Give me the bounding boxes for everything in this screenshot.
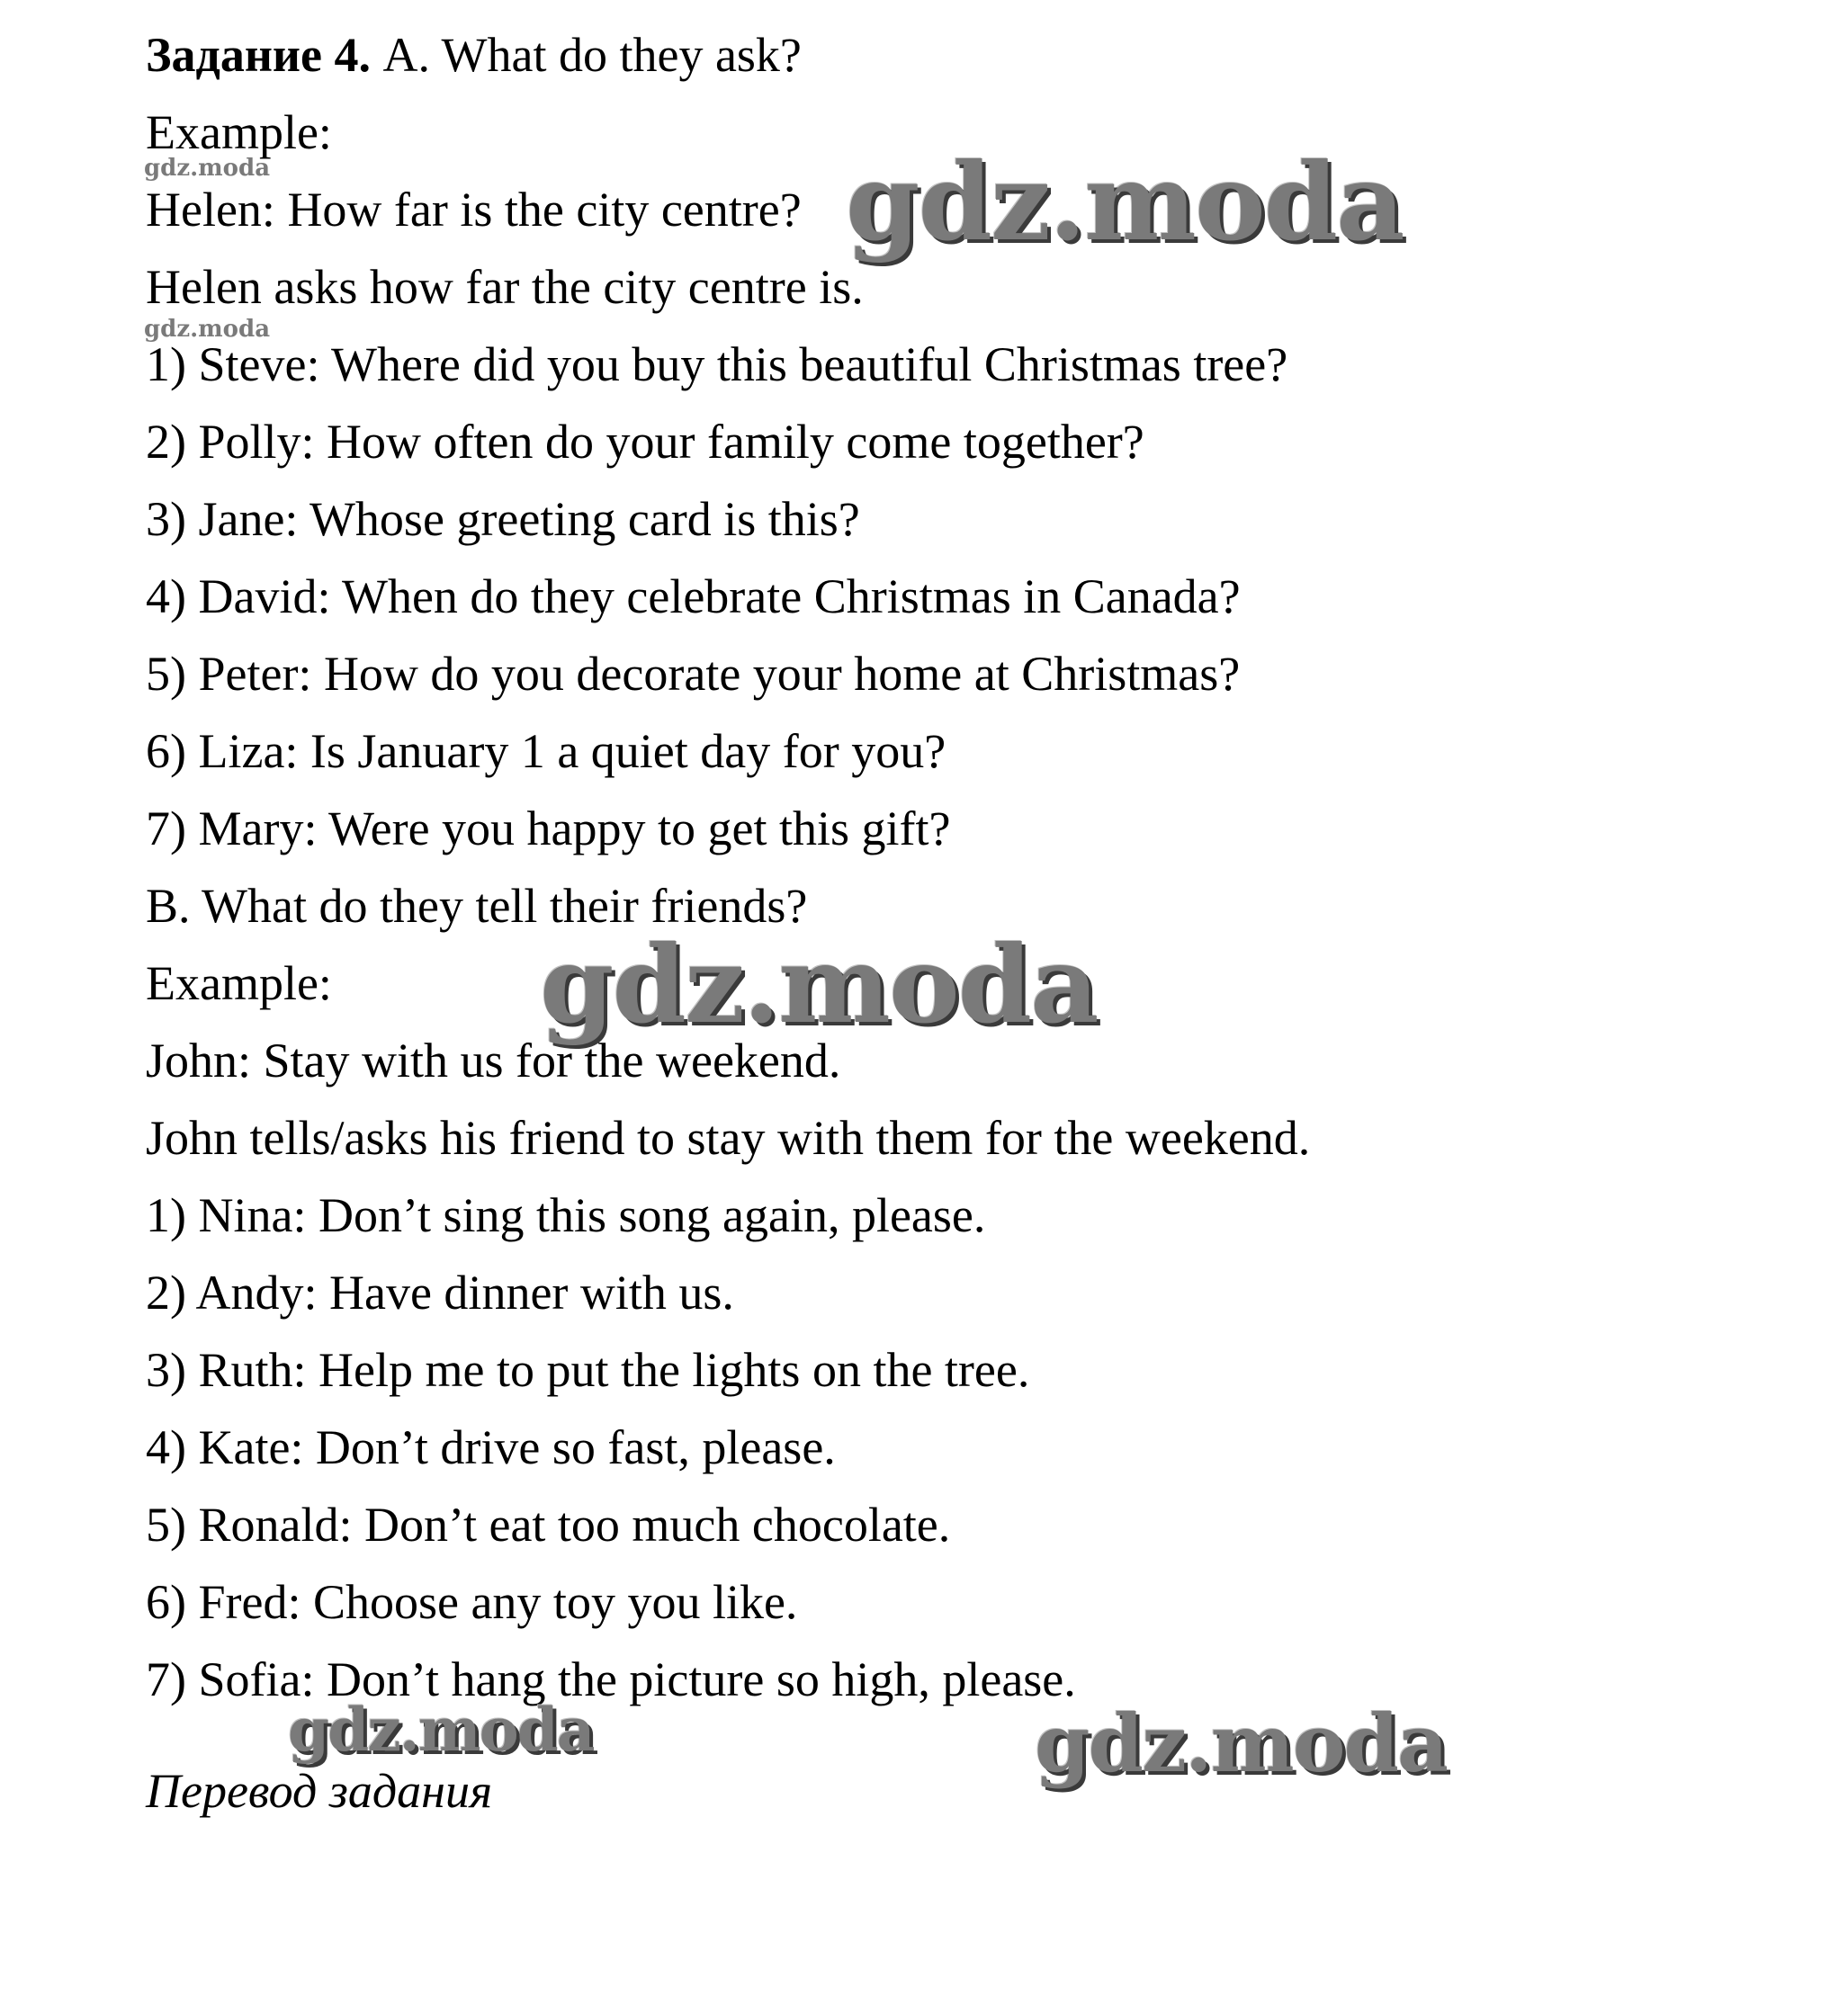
part-a-item: 2) Polly: How often do your family come together? bbox=[146, 415, 1144, 469]
part-b-example-answer: John tells/asks his friend to stay with them for the weekend. bbox=[146, 1111, 1311, 1165]
part-a-item: 6) Liza: Is January 1 a quiet day for you? bbox=[146, 724, 946, 778]
part-a-item: 5) Peter: How do you decorate your home at Christmas? bbox=[146, 647, 1241, 701]
part-a-item: 4) David: When do they celebrate Christmas in Canada? bbox=[146, 569, 1241, 623]
task-number: Задание 4. bbox=[146, 28, 372, 82]
part-a-example-label: Example: bbox=[146, 105, 332, 159]
translation-link[interactable]: Перевод задания bbox=[146, 1764, 493, 1818]
part-b-item: 3) Ruth: Help me to put the lights on the tree. bbox=[146, 1343, 1030, 1397]
part-b-item: 4) Kate: Don’t drive so fast, please. bbox=[146, 1420, 836, 1474]
part-a-item: 1) Steve: Where did you buy this beautiful Christmas tree? bbox=[146, 337, 1288, 391]
task-heading-line bbox=[146, 27, 802, 83]
part-b-example-sentence: John: Stay with us for the weekend. bbox=[146, 1034, 841, 1088]
watermark-large: gdz.moda bbox=[540, 922, 1098, 1047]
part-b-item: 2) Andy: Have dinner with us. bbox=[146, 1266, 734, 1320]
part-a-example-answer: Helen asks how far the city centre is. bbox=[146, 260, 864, 314]
watermark-small: gdz.moda bbox=[144, 316, 271, 343]
part-b-item: 7) Sofia: Don’t hang the picture so high, please. bbox=[146, 1652, 1076, 1706]
part-a-item: 7) Mary: Were you happy to get this gift? bbox=[146, 801, 951, 855]
part-b-item: 5) Ronald: Don’t eat too much chocolate. bbox=[146, 1498, 951, 1552]
part-b-heading: B. What do they tell their friends? bbox=[146, 879, 808, 933]
watermark-small: gdz.moda bbox=[144, 155, 271, 182]
watermark-large: gdz.moda bbox=[288, 1695, 594, 1765]
part-b-example-label: Example: bbox=[146, 956, 332, 1010]
watermark-large: gdz.moda bbox=[1035, 1696, 1448, 1790]
part-a-item: 3) Jane: Whose greeting card is this? bbox=[146, 492, 860, 546]
part-a-example-question: Helen: How far is the city centre? bbox=[146, 183, 802, 237]
part-b-item: 1) Nina: Don’t sing this song again, please. bbox=[146, 1188, 986, 1242]
part-b-item: 6) Fred: Choose any toy you like. bbox=[146, 1575, 798, 1629]
part-a-heading: A. What do they ask? bbox=[382, 28, 802, 82]
watermark-large: gdz.moda bbox=[846, 139, 1404, 264]
